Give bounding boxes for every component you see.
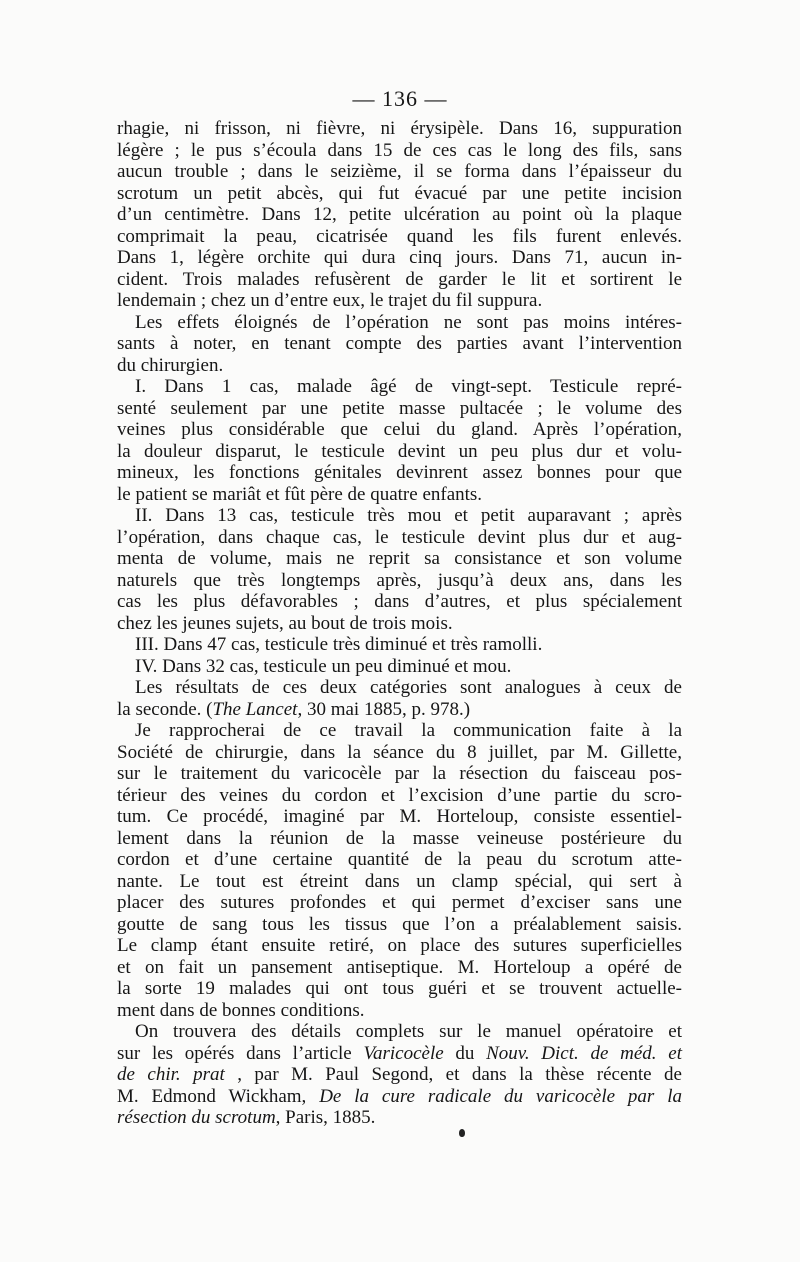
text-line: Les effets éloignés de l’opération ne sont pas moins intéres- [135,311,682,333]
text-line: mineux, les fonctions génitales devinrent assez bonnes pour que [117,462,682,483]
text-line: du chirurgien. [117,354,224,376]
text-line: senté seulement par une petite masse pultacée ; le volume des [117,397,682,419]
text-line: menta de volume, mais ne reprit sa consistance et son volume [117,548,682,569]
page-number: — 136 — [352,86,448,111]
text-line: de chir. prat , par M. Paul Segond, et dans la thèse récente de [117,1064,682,1085]
text-line: le patient se mariât et fût père de quatre enfants. [117,483,483,505]
text-line: sur les opérés dans l’article Varicocèle du Nouv. Dict. de méd. et [117,1042,683,1064]
text-line: cas les plus défavorables ; dans d’autres, et plus spécialement [117,591,682,612]
text-line: IV. Dans 32 cas, testicule un peu diminué et mou. [135,655,512,677]
text-line: goutte de sang tous les tissus que l’on a préalablement saisis. [117,913,682,935]
text-line: placer des sutures profondes et qui permet d’exciser sans une [117,892,682,913]
text-line: naturels que très longtemps après, jusqu’à deux ans, dans les [117,569,682,591]
text-line: II. Dans 13 cas, testicule très mou et petit auparavant ; après [135,505,682,526]
text-line: nante. Le tout est étreint dans un clamp spécial, qui sert à [117,870,682,892]
text-line: cident. Trois malades refusèrent de garder le lit et sortirent le [117,268,682,290]
text-line: On trouvera des détails complets sur le manuel opératoire et [135,1021,682,1042]
text-line: la seconde. (The Lancet, 30 mai 1885, p. 978.) [117,698,471,720]
text-line: Le clamp étant ensuite retiré, on place des sutures superficielles [117,935,682,956]
text-line: comprimait la peau, cicatrisée quand les fils furent enlevés. [117,225,682,247]
text-line: M. Edmond Wickham, De la cure radicale du varicocèle par la [117,1085,682,1107]
text-line: sants à noter, en tenant compte des parties avant l’intervention [117,333,682,354]
text-line: Dans 1, légère orchite qui dura cinq jours. Dans 71, aucun in- [117,247,682,268]
text-line: térieur des veines du cordon et l’excision d’une partie du scro- [117,784,682,806]
text-line: Société de chirurgie, dans la séance du 8 juillet, par M. Gillette, [117,741,682,763]
text-line: légère ; le pus s’écoula dans 15 de ces cas le long des fils, sans [117,139,682,161]
text-line: et on fait un pansement antiseptique. M. Horteloup a opéré de [117,956,682,978]
text-line: aucun trouble ; dans le seizième, il se forma dans l’épaisseur du [117,161,682,182]
text-line: la douleur disparut, le testicule devint un peu plus dur et volu- [117,440,682,462]
text-line: scrotum un petit abcès, qui fut évacué par une petite incision [117,182,682,204]
text-line: ment dans de bonnes conditions. [117,999,365,1021]
text-line: Je rapprocherai de ce travail la communication faite à la [135,720,682,741]
text-line: veines plus considérable que celui du gland. Après l’opération, [117,419,682,440]
text-line: I. Dans 1 cas, malade âgé de vingt-sept. Testicule repré- [135,376,682,397]
text-line: cordon et d’une certaine quantité de la peau du scrotum atte- [117,849,682,870]
text-line: tum. Ce procédé, imaginé par M. Horteloup, consiste essentiel- [117,806,682,827]
text-line: Les résultats de ces deux catégories sont analogues à ceux de [135,677,682,698]
text-line: l’opération, dans chaque cas, le testicule devint plus dur et aug- [117,526,682,548]
text-line: la sorte 19 malades qui ont tous guéri et se trouvent actuelle- [117,978,682,999]
text-line: résection du scrotum, Paris, 1885. [117,1107,376,1128]
text-line: lement dans la réunion de la masse veineuse postérieure du [117,827,682,849]
text-line: rhagie, ni frisson, ni fièvre, ni érysipèle. Dans 16, suppuration [117,118,682,139]
text-line: d’un centimètre. Dans 12, petite ulcération au point où la plaque [117,204,682,225]
text-line: sur le traitement du varicocèle par la résection du faisceau pos- [117,763,682,784]
text-line: III. Dans 47 cas, testicule très diminué et très ramolli. [135,634,543,655]
text-line: lendemain ; chez un d’entre eux, le trajet du fil suppura. [117,290,543,311]
body-text [117,118,682,1129]
text-line: chez les jeunes sujets, au bout de trois mois. [117,612,453,634]
printer-mark-icon [459,1129,465,1137]
